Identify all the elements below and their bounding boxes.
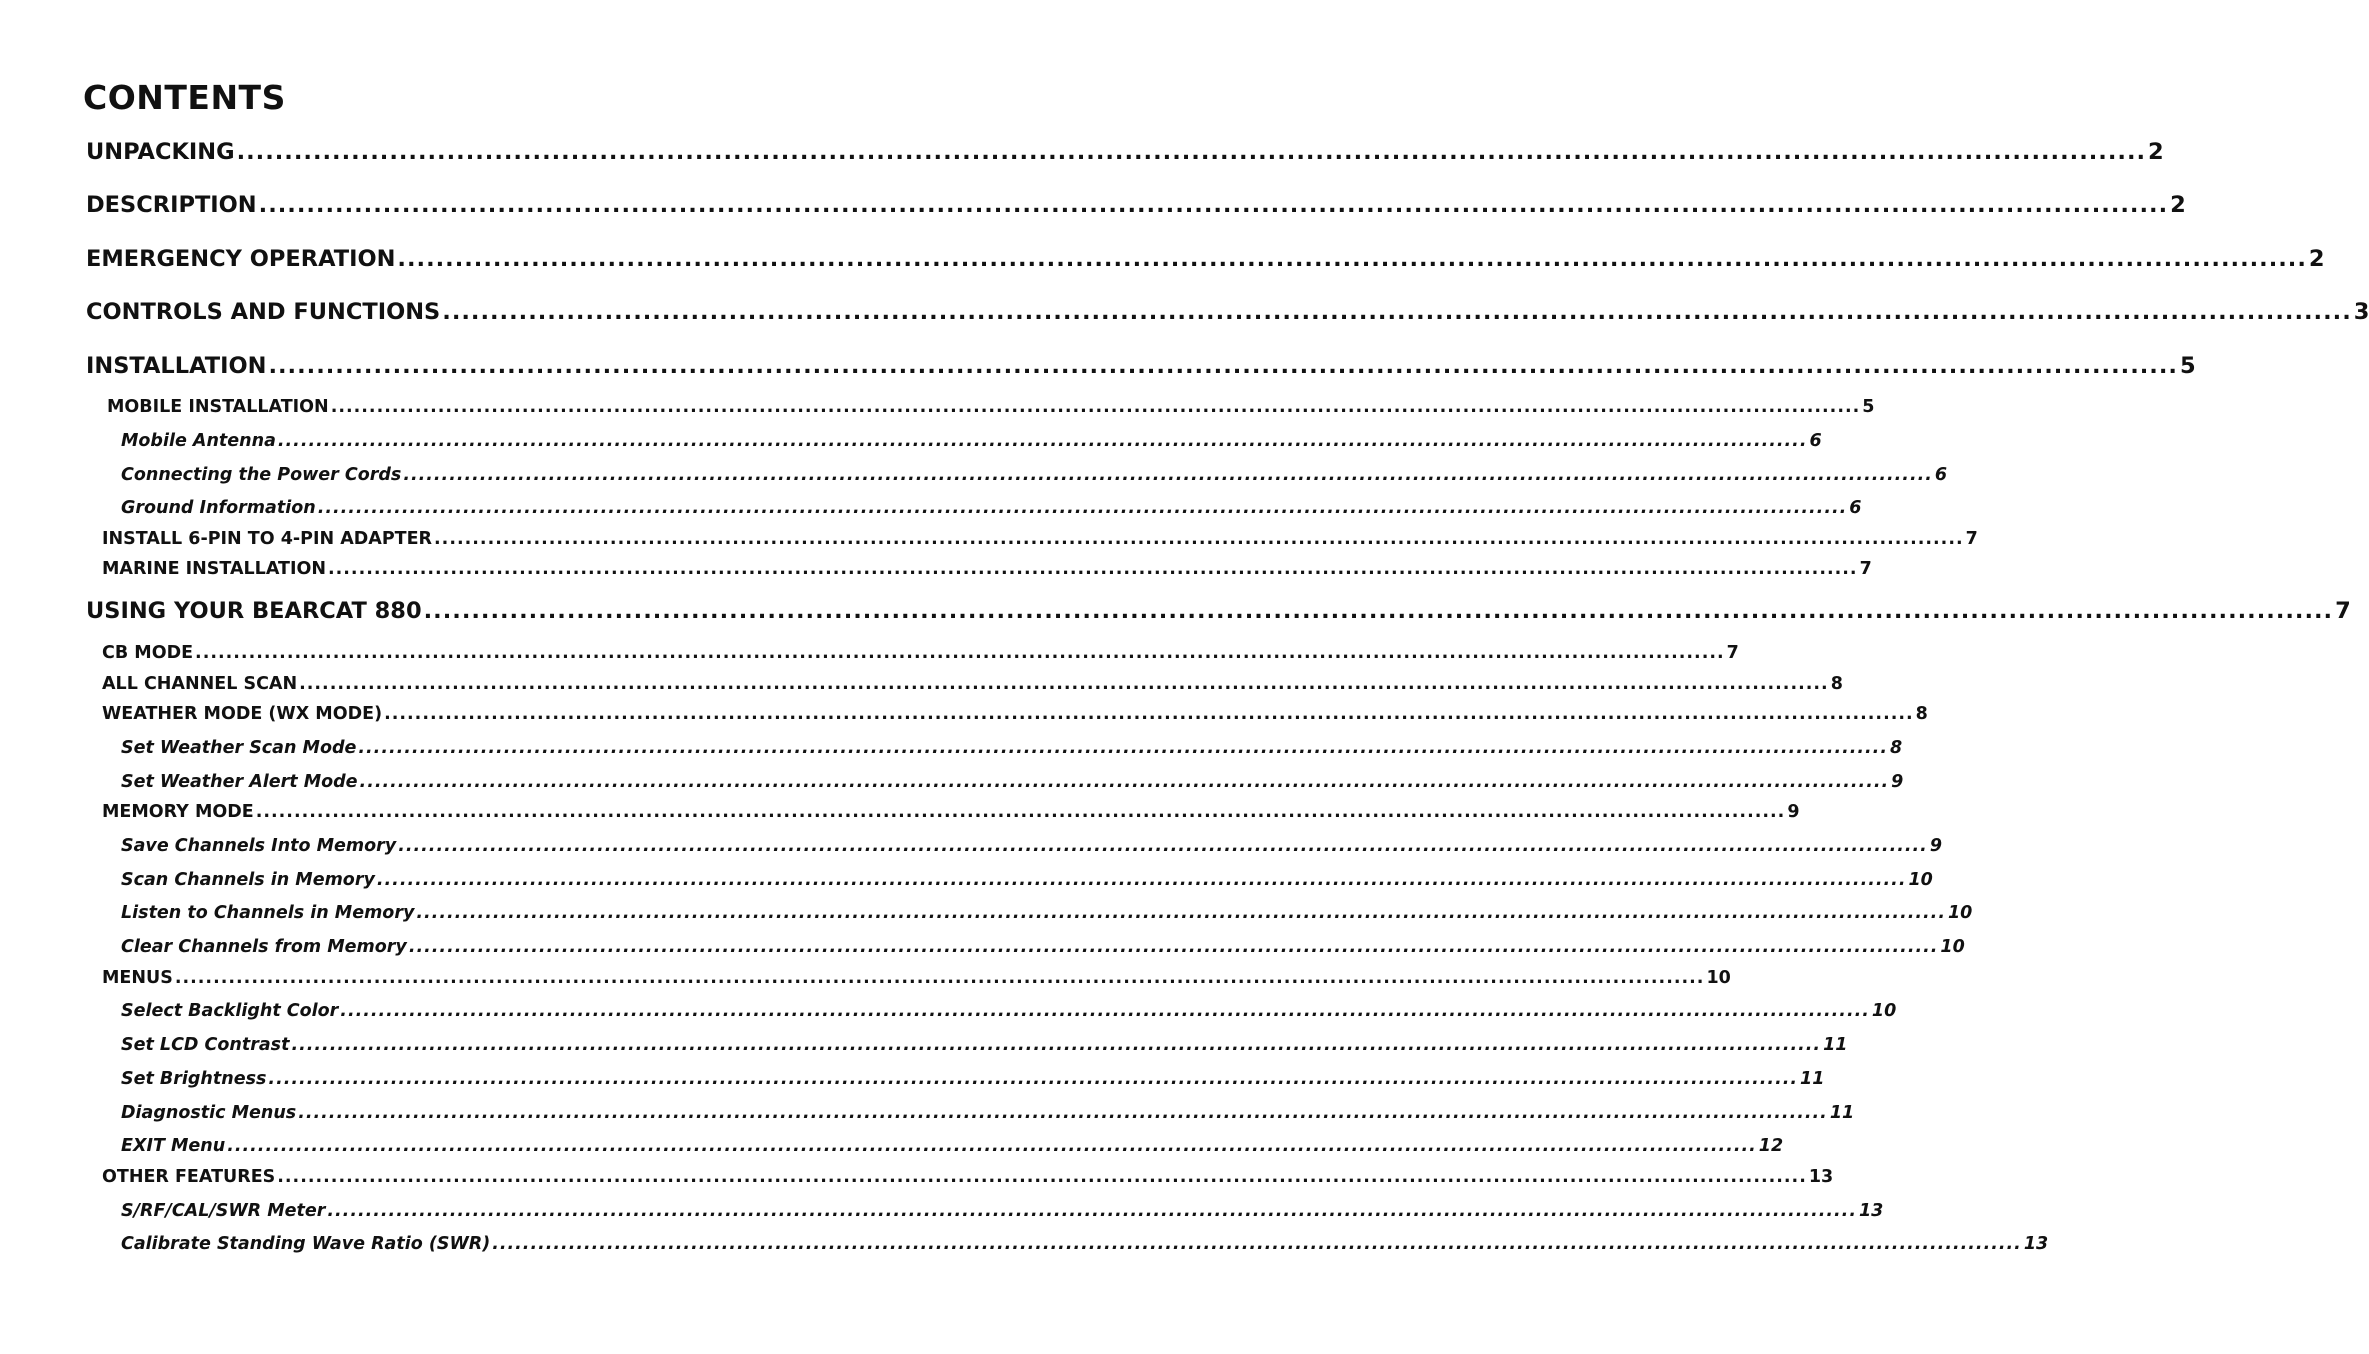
toc-entry-label: Scan Channels in Memory [121, 870, 375, 890]
dot-leader: ........................................................................................................................................................................................................ [258, 192, 2169, 218]
toc-entry[interactable] [86, 139, 2164, 165]
toc-entry-label: WEATHER MODE (WX MODE) [102, 704, 383, 724]
toc-entry[interactable] [121, 937, 1965, 957]
dot-leader: ........................................................................................................................................................................................................ [268, 1069, 1799, 1089]
toc-entry[interactable] [121, 1103, 1855, 1123]
toc-entry[interactable] [102, 1167, 1834, 1187]
dot-leader: ........................................................................................................................................................................................................ [195, 643, 1725, 663]
toc-entry[interactable] [102, 674, 1843, 694]
toc-entry[interactable] [86, 299, 2369, 325]
toc-entry[interactable] [121, 498, 1862, 518]
toc-entry-label: Select Backlight Color [121, 1001, 339, 1021]
toc-entry[interactable] [121, 836, 1942, 856]
dot-leader: ........................................................................................................................................................................................................ [277, 431, 1808, 451]
toc-entry[interactable] [102, 802, 1800, 822]
toc-entry-page: 11 [1823, 1035, 1848, 1055]
toc-entry-label: INSTALLATION [86, 353, 267, 379]
toc-entry-page: 10 [1871, 1001, 1897, 1021]
toc-entry[interactable] [121, 431, 1822, 451]
toc-entry-label: ALL CHANNEL SCAN [102, 674, 298, 694]
toc-entry[interactable] [121, 1136, 1784, 1156]
toc-entry-label: Clear Channels from Memory [121, 937, 407, 957]
dot-leader: ........................................................................................................................................................................................................ [397, 246, 2307, 272]
dot-leader: ........................................................................................................................................................................................................ [398, 836, 1928, 856]
toc-entry-label: MENUS [102, 968, 173, 988]
toc-entry-page: 5 [2179, 353, 2196, 379]
dot-leader: ........................................................................................................................................................................................................ [423, 598, 2334, 624]
toc-entry[interactable] [102, 529, 1978, 549]
toc-entry-label: Save Channels Into Memory [121, 836, 397, 856]
dot-leader: ........................................................................................................................................................................................................ [330, 397, 1861, 417]
toc-entry-page: 8 [1915, 704, 1928, 724]
dot-leader: ........................................................................................................................................................................................................ [403, 465, 1933, 485]
dot-leader: ........................................................................................................................................................................................................ [268, 353, 2178, 379]
toc-entry-label: Ground Information [121, 498, 316, 518]
toc-entry[interactable] [102, 704, 1928, 724]
toc-entry-label: Set Weather Alert Mode [121, 772, 358, 792]
toc-entry-label: DESCRIPTION [86, 192, 257, 218]
toc-entry-label: Listen to Channels in Memory [121, 903, 415, 923]
toc-entry-label: Mobile Antenna [121, 431, 276, 451]
toc-entry-label: USING YOUR BEARCAT 880 [86, 598, 422, 624]
toc-entry[interactable] [102, 643, 1739, 663]
toc-entry-label: Set LCD Contrast [121, 1035, 290, 1055]
toc-entry[interactable] [121, 1201, 1884, 1221]
toc-entry-page: 9 [1929, 836, 1942, 856]
toc-entry[interactable] [121, 465, 1948, 485]
dot-leader: ........................................................................................................................................................................................................ [442, 299, 2352, 325]
toc-entry-page: 13 [2023, 1234, 2049, 1254]
toc-entry-label: Connecting the Power Cords [121, 465, 402, 485]
toc-entry[interactable] [86, 353, 2196, 379]
dot-leader: ........................................................................................................................................................................................................ [317, 498, 1848, 518]
toc-entry-page: 6 [1934, 465, 1948, 485]
toc-entry-label: CB MODE [102, 643, 194, 663]
toc-entry-label: Calibrate Standing Wave Ratio (SWR) [121, 1234, 491, 1254]
toc-entry-page: 10 [1908, 870, 1933, 890]
toc-entry[interactable] [121, 903, 1973, 923]
toc-entry-page: 11 [1800, 1069, 1825, 1089]
toc-entry[interactable] [121, 870, 1933, 890]
toc-entry-label: INSTALL 6-PIN TO 4-PIN ADAPTER [102, 529, 433, 549]
dot-leader: ........................................................................................................................................................................................................ [227, 1136, 1757, 1156]
toc-entry-page: 7 [1965, 529, 1978, 549]
toc-entry-page: 7 [2335, 598, 2351, 624]
toc-entry-page: 2 [2308, 246, 2325, 272]
toc-entry[interactable] [121, 738, 1903, 758]
dot-leader: ........................................................................................................................................................................................................ [434, 529, 1964, 549]
toc-entry-label: Set Weather Scan Mode [121, 738, 357, 758]
toc-entry-page: 11 [1829, 1103, 1855, 1123]
toc-entry-page: 6 [1849, 498, 1862, 518]
toc-entry[interactable] [121, 1001, 1897, 1021]
dot-leader: ........................................................................................................................................................................................................ [327, 1201, 1857, 1221]
dot-leader: ........................................................................................................................................................................................................ [255, 802, 1786, 822]
dot-leader: ........................................................................................................................................................................................................ [327, 559, 1858, 579]
toc-entry-label: Diagnostic Menus [121, 1103, 297, 1123]
dot-leader: ........................................................................................................................................................................................................ [384, 704, 1914, 724]
toc-entry[interactable] [121, 1234, 2049, 1254]
toc-entry-page: 7 [1859, 559, 1872, 579]
dot-leader: ........................................................................................................................................................................................................ [277, 1167, 1807, 1187]
toc-entry-page: 12 [1758, 1136, 1784, 1156]
toc-entry-page: 6 [1809, 431, 1822, 451]
toc-entry-label: EMERGENCY OPERATION [86, 246, 396, 272]
toc-entry-label: MARINE INSTALLATION [102, 559, 326, 579]
dot-leader: ........................................................................................................................................................................................................ [291, 1035, 1822, 1055]
toc-entry[interactable] [107, 397, 1875, 417]
toc-entry-label: EXIT Menu [121, 1136, 226, 1156]
dot-leader: ........................................................................................................................................................................................................ [340, 1001, 1870, 1021]
toc-entry[interactable] [102, 968, 1731, 988]
toc-entry[interactable] [121, 772, 1904, 792]
page-title: CONTENTS [83, 78, 286, 117]
toc-entry-page: 9 [1891, 772, 1904, 792]
toc-entry-page: 9 [1787, 802, 1800, 822]
toc-entry-label: OTHER FEATURES [102, 1167, 276, 1187]
toc-entry-page: 10 [1706, 968, 1731, 988]
dot-leader: ........................................................................................................................................................................................................ [408, 937, 1939, 957]
dot-leader: ........................................................................................................................................................................................................ [376, 870, 1907, 890]
dot-leader: ........................................................................................................................................................................................................ [236, 139, 2147, 165]
toc-entry[interactable] [86, 246, 2325, 272]
toc-entry-page: 2 [2148, 139, 2164, 165]
dot-leader: ........................................................................................................................................................................................................ [416, 903, 1946, 923]
toc-entry-label: UNPACKING [86, 139, 235, 165]
toc-entry-label: MEMORY MODE [102, 802, 254, 822]
dot-leader: ........................................................................................................................................................................................................ [174, 968, 1705, 988]
toc-entry[interactable] [121, 1069, 1825, 1089]
toc-entry-label: CONTROLS AND FUNCTIONS [86, 299, 441, 325]
toc-entry-label: S/RF/CAL/SWR Meter [121, 1201, 326, 1221]
toc-entry-page: 13 [1858, 1201, 1884, 1221]
toc-entry-label: MOBILE INSTALLATION [107, 397, 329, 417]
dot-leader: ........................................................................................................................................................................................................ [299, 674, 1829, 694]
toc-entry-page: 2 [2170, 192, 2186, 218]
dot-leader: ........................................................................................................................................................................................................ [358, 738, 1888, 758]
toc-entry-page: 10 [1947, 903, 1973, 923]
toc-entry-label: Set Brightness [121, 1069, 267, 1089]
toc-entry[interactable] [86, 598, 2351, 624]
toc-entry[interactable] [102, 559, 1872, 579]
dot-leader: ........................................................................................................................................................................................................ [298, 1103, 1828, 1123]
toc-entry-page: 3 [2353, 299, 2369, 325]
dot-leader: ........................................................................................................................................................................................................ [492, 1234, 2022, 1254]
toc-entry[interactable] [121, 1035, 1848, 1055]
toc-entry[interactable] [86, 192, 2186, 218]
toc-entry-page: 8 [1830, 674, 1843, 694]
toc-entry-page: 5 [1862, 397, 1875, 417]
toc-entry-page: 13 [1808, 1167, 1834, 1187]
toc-entry-page: 10 [1940, 937, 1965, 957]
toc-entry-page: 8 [1889, 738, 1903, 758]
dot-leader: ........................................................................................................................................................................................................ [359, 772, 1890, 792]
toc-entry-page: 7 [1726, 643, 1739, 663]
